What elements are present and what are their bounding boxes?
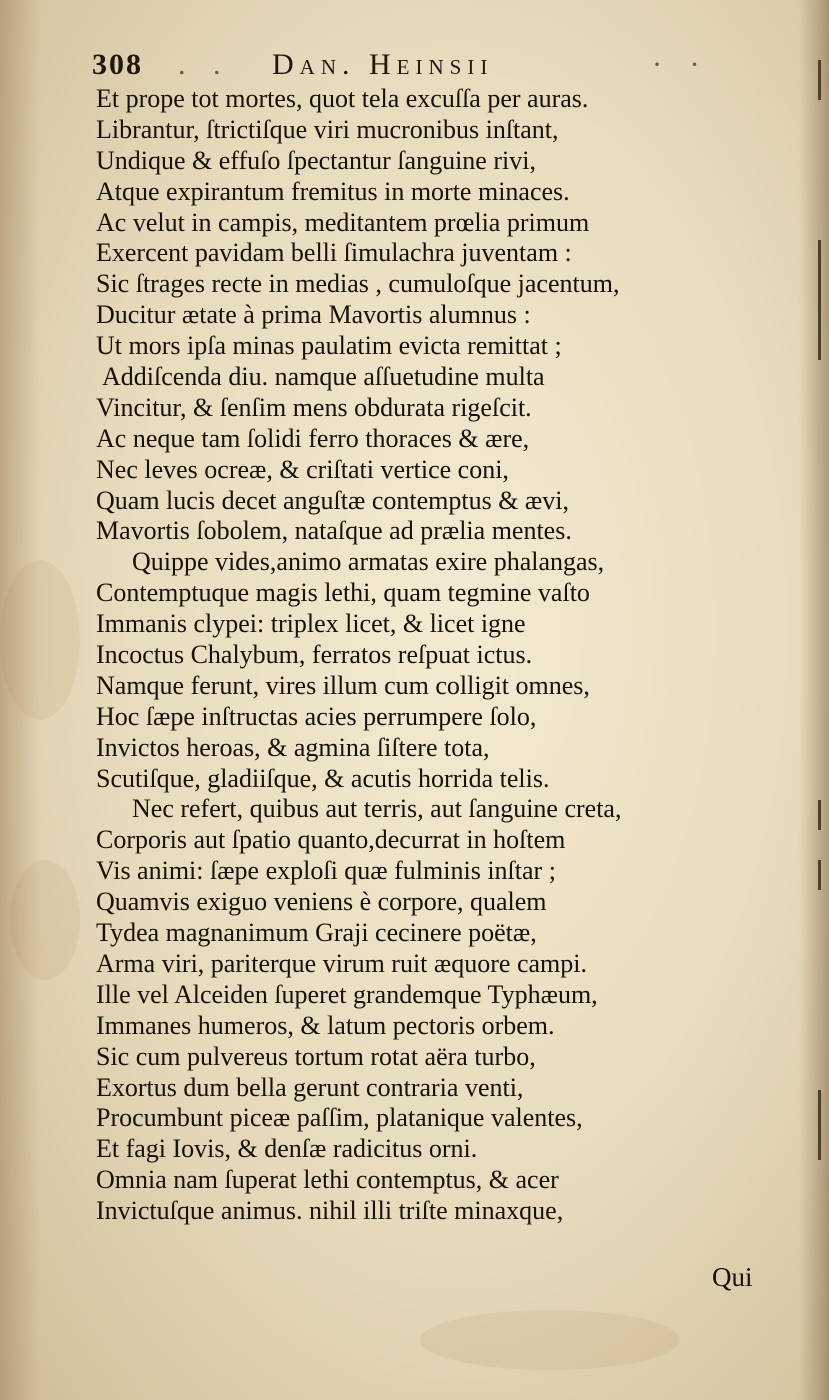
- paper-stain: [10, 860, 80, 980]
- verse-line: Nec refert, quibus aut terris, aut ſanguine creta,: [132, 794, 622, 824]
- paper-stain: [420, 1310, 680, 1370]
- verse-line: Quamvis exiguo veniens è corpore, qualem: [96, 887, 547, 917]
- verse-line: Librantur, ſtrictiſque viri mucronibus inſtant,: [96, 114, 559, 144]
- verse-line: Incoctus Chalybum, ferratos reſpuat ictus.: [96, 640, 533, 670]
- verse-line: Immanes humeros, & latum pectoris orbem.: [96, 1010, 555, 1040]
- verse-line: Et fagi Iovis, & denſæ radicitus orni.: [96, 1134, 478, 1164]
- page-edge-mark: [818, 800, 821, 830]
- verse-line: Atque expirantum fremitus in morte minaces.: [96, 176, 570, 206]
- page-number: 308: [92, 48, 143, 81]
- verse-line: Exortus dum bella gerunt contraria venti,: [96, 1072, 524, 1102]
- verse-line: Procumbunt piceæ paſſim, platanique valentes,: [96, 1103, 583, 1133]
- verse-line: Ducitur ætate à prima Mavortis alumnus :: [96, 300, 531, 330]
- verse-line: Quippe vides,animo armatas exire phalangas,: [132, 547, 605, 577]
- verse-line: Arma viri, pariterque virum ruit æquore campi.: [96, 948, 587, 978]
- verse-line: Invictuſque animus. nihil illi triſte minaxque,: [96, 1196, 564, 1226]
- verse-line: Mavortis ſobolem, nataſque ad prælia mentes.: [96, 516, 572, 546]
- verse-line: Corporis aut ſpatio quanto,decurrat in hoſtem: [96, 825, 566, 855]
- page-edge-mark: [818, 60, 821, 100]
- page-edge-mark: [818, 240, 821, 360]
- verse-line: Exercent pavidam belli ſimulachra juventam :: [96, 238, 572, 268]
- verse-line: Undique & effuſo ſpectantur ſanguine rivi,: [96, 145, 536, 175]
- running-head: Dan. Heinsii: [272, 48, 494, 81]
- page-header: [92, 48, 752, 88]
- verse-line: Addiſcenda diu. namque aſſuetudine multa: [102, 362, 545, 392]
- verse-line: Ac velut in campis, meditantem prœlia primum: [96, 207, 590, 237]
- verse-line: Ille vel Alceiden ſuperet grandemque Typhæum,: [96, 979, 598, 1009]
- verse-line: Immanis clypei: triplex licet, & licet igne: [96, 609, 526, 639]
- page-edge-mark: [818, 860, 821, 890]
- page-edge-mark: [818, 1090, 821, 1160]
- header-dots: . .: [178, 48, 231, 81]
- paper-stain: [0, 560, 80, 720]
- verse-line: Invictos heroas, & agmina ſiſtere tota,: [96, 732, 490, 762]
- verse-line: Ac neque tam ſolidi ferro thoraces & ære,: [96, 423, 530, 453]
- verse-line: Omnia nam ſuperat lethi contemptus, & acer: [96, 1165, 559, 1195]
- verse-line: Contemptuque magis lethi, quam tegmine vaſto: [96, 578, 590, 608]
- verse-line: Hoc ſæpe inſtructas acies perrumpere ſolo,: [96, 701, 537, 731]
- verse-line: Nec leves ocreæ, & criſtati vertice coni,: [96, 454, 509, 484]
- header-dots: · ·: [652, 48, 710, 81]
- verse-line: Vis animi: ſæpe exploſi quæ fulminis inſtar ;: [96, 856, 556, 886]
- verse-line: Vincitur, & ſenſim mens obdurata rigeſcit.: [96, 392, 532, 422]
- catchword: Qui: [712, 1262, 753, 1292]
- verse-line: Quam lucis decet anguſtæ contemptus & ævi,: [96, 485, 569, 515]
- verse-line: Et prope tot mortes, quot tela excuſſa per auras.: [96, 84, 589, 113]
- verse-text: [96, 84, 786, 1227]
- verse-line: Sic cum pulvereus tortum rotat aëra turbo,: [96, 1041, 536, 1071]
- verse-line: Sic ſtrages recte in medias , cumuloſque jacentum,: [96, 269, 620, 299]
- verse-line: Ut mors ipſa minas paulatim evicta remittat ;: [96, 331, 562, 361]
- verse-line: Namque ferunt, vires illum cum colligit omnes,: [96, 670, 590, 700]
- verse-line: Tydea magnanimum Graji cecinere poëtæ,: [96, 918, 537, 948]
- verse-line: Scutiſque, gladiiſque, & acutis horrida telis.: [96, 763, 550, 793]
